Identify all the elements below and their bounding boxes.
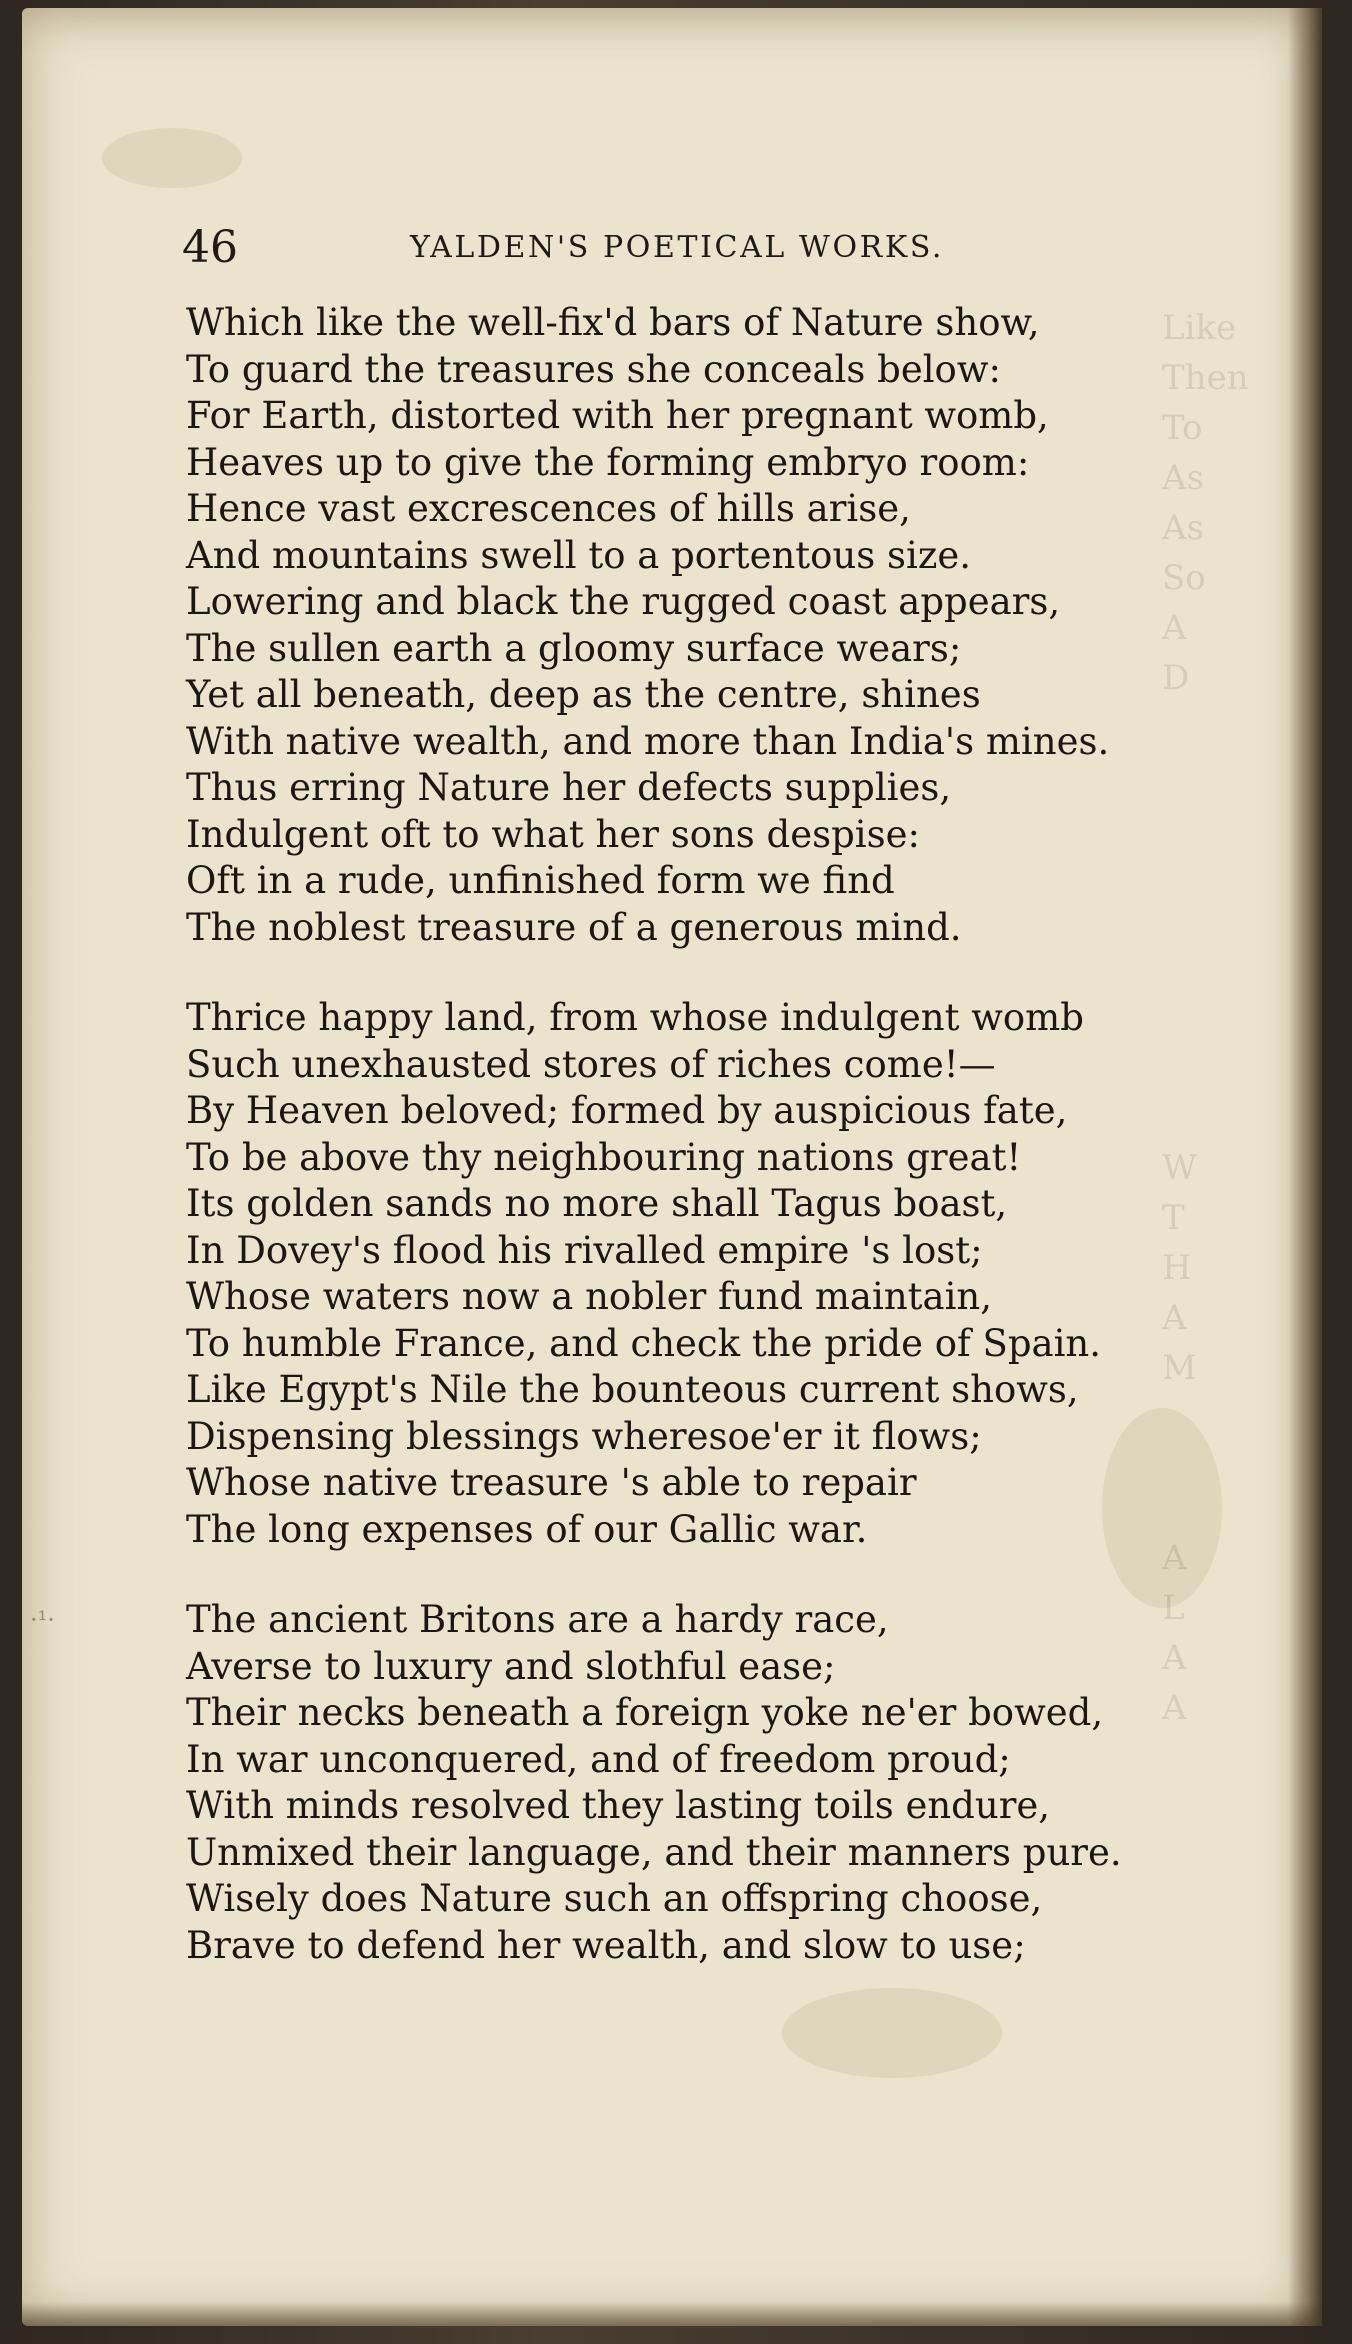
verse-line: And mountains swell to a portentous size. [186, 533, 972, 577]
verse-line: Such unexhausted stores of riches come!— [186, 1042, 996, 1086]
verse-line: To humble France, and check the pride of Spain. [186, 1321, 1101, 1365]
verse-line: In Dovey's flood his rivalled empire 's lost; [186, 1228, 983, 1272]
show-through: W [1162, 1148, 1197, 1188]
verse-line: By Heaven beloved; formed by auspicious fate, [186, 1089, 1068, 1132]
stanza-2 [186, 995, 1186, 1553]
verse-line: To be above thy neighbouring nations great! [186, 1135, 1022, 1179]
verse-line: The ancient Britons are a hardy race, [186, 1598, 889, 1641]
show-through: A [1162, 1538, 1187, 1578]
verse-line: Unmixed their language, and their manners pure. [186, 1830, 1122, 1874]
verse-line: Hence vast excrescences of hills arise, [186, 487, 911, 530]
verse-line: Their necks beneath a foreign yoke ne'er bowed, [186, 1691, 1104, 1734]
running-title: YALDEN'S POETICAL WORKS. [410, 230, 945, 265]
show-through: Like [1162, 308, 1237, 348]
verse-line: With native wealth, and more than India's mines. [186, 719, 1110, 763]
verse-line: In war unconquered, and of freedom proud; [186, 1737, 1011, 1781]
page-bottom-shadow [22, 2302, 1322, 2326]
foxing-spot [102, 128, 242, 188]
verse-line: Heaves up to give the forming embryo room: [186, 440, 1030, 484]
verse-line: Its golden sands no more shall Tagus boast, [186, 1182, 1008, 1225]
show-through: A [1162, 1688, 1187, 1728]
show-through: D [1162, 658, 1190, 698]
verse-line: The sullen earth a gloomy surface wears; [186, 626, 962, 670]
verse-line: For Earth, distorted with her pregnant womb, [186, 394, 1049, 437]
page-number: 46 [182, 222, 238, 273]
stanza-1 [186, 300, 1186, 951]
show-through: T [1162, 1198, 1185, 1238]
verse-line: Lowering and black the rugged coast appears, [186, 580, 1061, 623]
show-through: Then [1162, 358, 1249, 398]
verse-line: Like Egypt's Nile the bounteous current shows, [186, 1368, 1079, 1411]
verse-line: To guard the treasures she conceals below: [186, 347, 1001, 391]
show-through: As [1162, 458, 1205, 498]
verse-line: Brave to defend her wealth, and slow to use; [186, 1923, 1026, 1967]
stanza-3 [186, 1597, 1186, 1969]
show-through: As [1162, 508, 1205, 548]
verse-line: The noblest treasure of a generous mind. [186, 905, 962, 949]
show-through: L [1162, 1588, 1185, 1628]
verse-line: Oft in a rude, unfinished form we find [186, 859, 895, 902]
book-page [22, 8, 1322, 2326]
show-through: A [1162, 1638, 1187, 1678]
show-through: A [1162, 608, 1187, 648]
verse-line: Indulgent oft to what her sons despise: [186, 812, 920, 856]
show-through: So [1162, 558, 1206, 598]
page-header [182, 218, 1062, 278]
verse-line: Dispensing blessings wheresoe'er it flows; [186, 1414, 982, 1458]
verse-line: Thus erring Nature her defects supplies, [186, 766, 952, 809]
page-edge-shadow [1288, 8, 1322, 2326]
verse-line: Which like the well-fix'd bars of Nature show, [186, 301, 1040, 344]
verse-line: Averse to luxury and slothful ease; [186, 1644, 836, 1688]
show-through: A [1162, 1298, 1187, 1338]
show-through: To [1162, 408, 1203, 448]
verse-line: Wisely does Nature such an offspring choose, [186, 1877, 1043, 1920]
verse-line: Yet all beneath, deep as the centre, shines [186, 673, 981, 716]
poem-body [186, 300, 1186, 2013]
verse-line: Thrice happy land, from whose indulgent womb [186, 996, 1084, 1039]
show-through: M [1162, 1348, 1197, 1388]
verse-line: With minds resolved they lasting toils endure, [186, 1784, 1051, 1827]
show-through: H [1162, 1248, 1192, 1288]
verse-line: The long expenses of our Gallic war. [186, 1507, 868, 1551]
verse-line: Whose native treasure 's able to repair [186, 1461, 917, 1504]
margin-mark: ·¹· [30, 1606, 55, 1634]
verse-line: Whose waters now a nobler fund maintain, [186, 1275, 992, 1318]
